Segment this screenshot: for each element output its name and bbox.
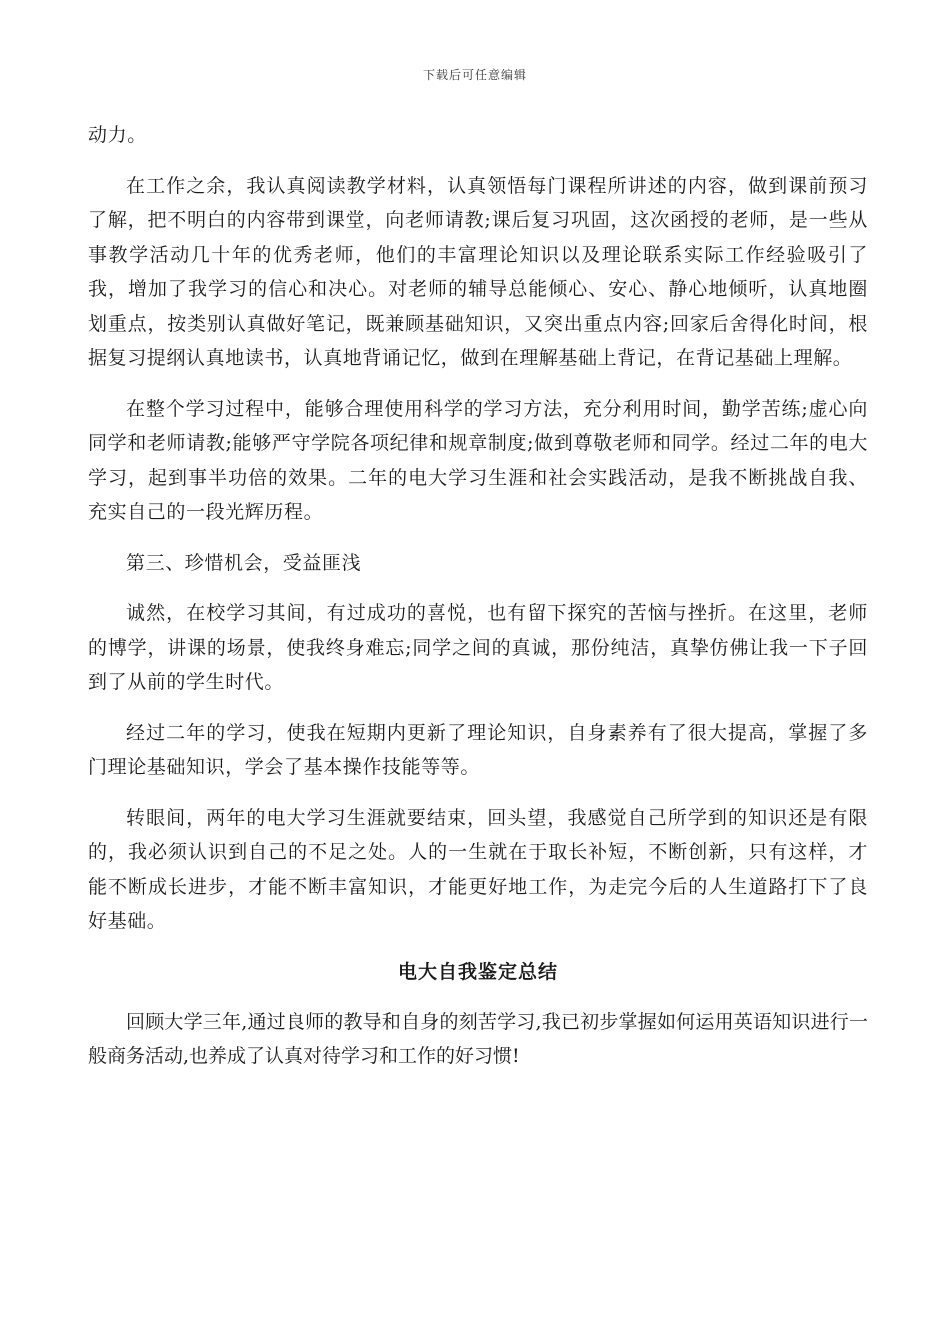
subheading: 第三、珍惜机会，受益匪浅 [126, 551, 362, 574]
paragraph-continuation: 动力。 [88, 124, 147, 146]
document-body [88, 118, 868, 1090]
paragraph: 回顾大学三年,通过良师的教导和自身的刻苦学习,我已初步掌握如何运用英语知识进行一般商务活动,也养成了认真对待学习和工作的好习惯! [88, 1010, 868, 1067]
paragraph: 诚然，在校学习其间，有过成功的喜悦，也有留下探究的苦恼与挫折。在这里，老师的博学，讲课的场景，使我终身难忘;同学之间的真诚，那份纯洁，真挚仿佛让我一下子回到了从前的学生时代。 [88, 602, 868, 693]
section-title: 电大自我鉴定总结 [397, 960, 558, 983]
paragraph: 在工作之余，我认真阅读教学材料，认真领悟每门课程所讲述的内容，做到课前预习了解，把不明白的内容带到课堂，向老师请教;课后复习巩固，这次函授的老师，是一些从事教学活动几十年的优秀老师，他们的丰富理论知识以及理论联系实际工作经验吸引了我，增加了我学习的信心和决心。对老师的辅导总能倾心、安心、静心地倾听，认真地圈划重点，按类别认真做好笔记，既兼顾基础知识，又突出重点内容;回家后舍得化时间，根据复习提纲认真地读书，认真地背诵记忆，做到在理解基础上背记，在背记基础上理解。 [88, 174, 868, 369]
paragraph: 转眼间，两年的电大学习生涯就要结束，回头望，我感觉自己所学到的知识还是有限的，我必须认识到自己的不足之处。人的一生就在于取长补短，不断创新，只有这样，才能不断成长进步，才能不断丰富知识，才能更好地工作，为走完今后的人生道路打下了良好基础。 [88, 806, 868, 932]
header-note: 下载后可任意编辑 [422, 68, 527, 82]
paragraph: 经过二年的学习，使我在短期内更新了理论知识，自身素养有了很大提高，掌握了多门理论基础知识，学会了基本操作技能等等。 [88, 721, 868, 778]
paragraph: 在整个学习过程中，能够合理使用科学的学习方法，充分利用时间，勤学苦练;虚心向同学和老师请教;能够严守学院各项纪律和规章制度;做到尊敬老师和同学。经过二年的电大学习，起到事半功倍的效果。二年的电大学习生涯和社会实践活动，是我不断挑战自我、充实自己的一段光辉历程。 [88, 397, 868, 523]
